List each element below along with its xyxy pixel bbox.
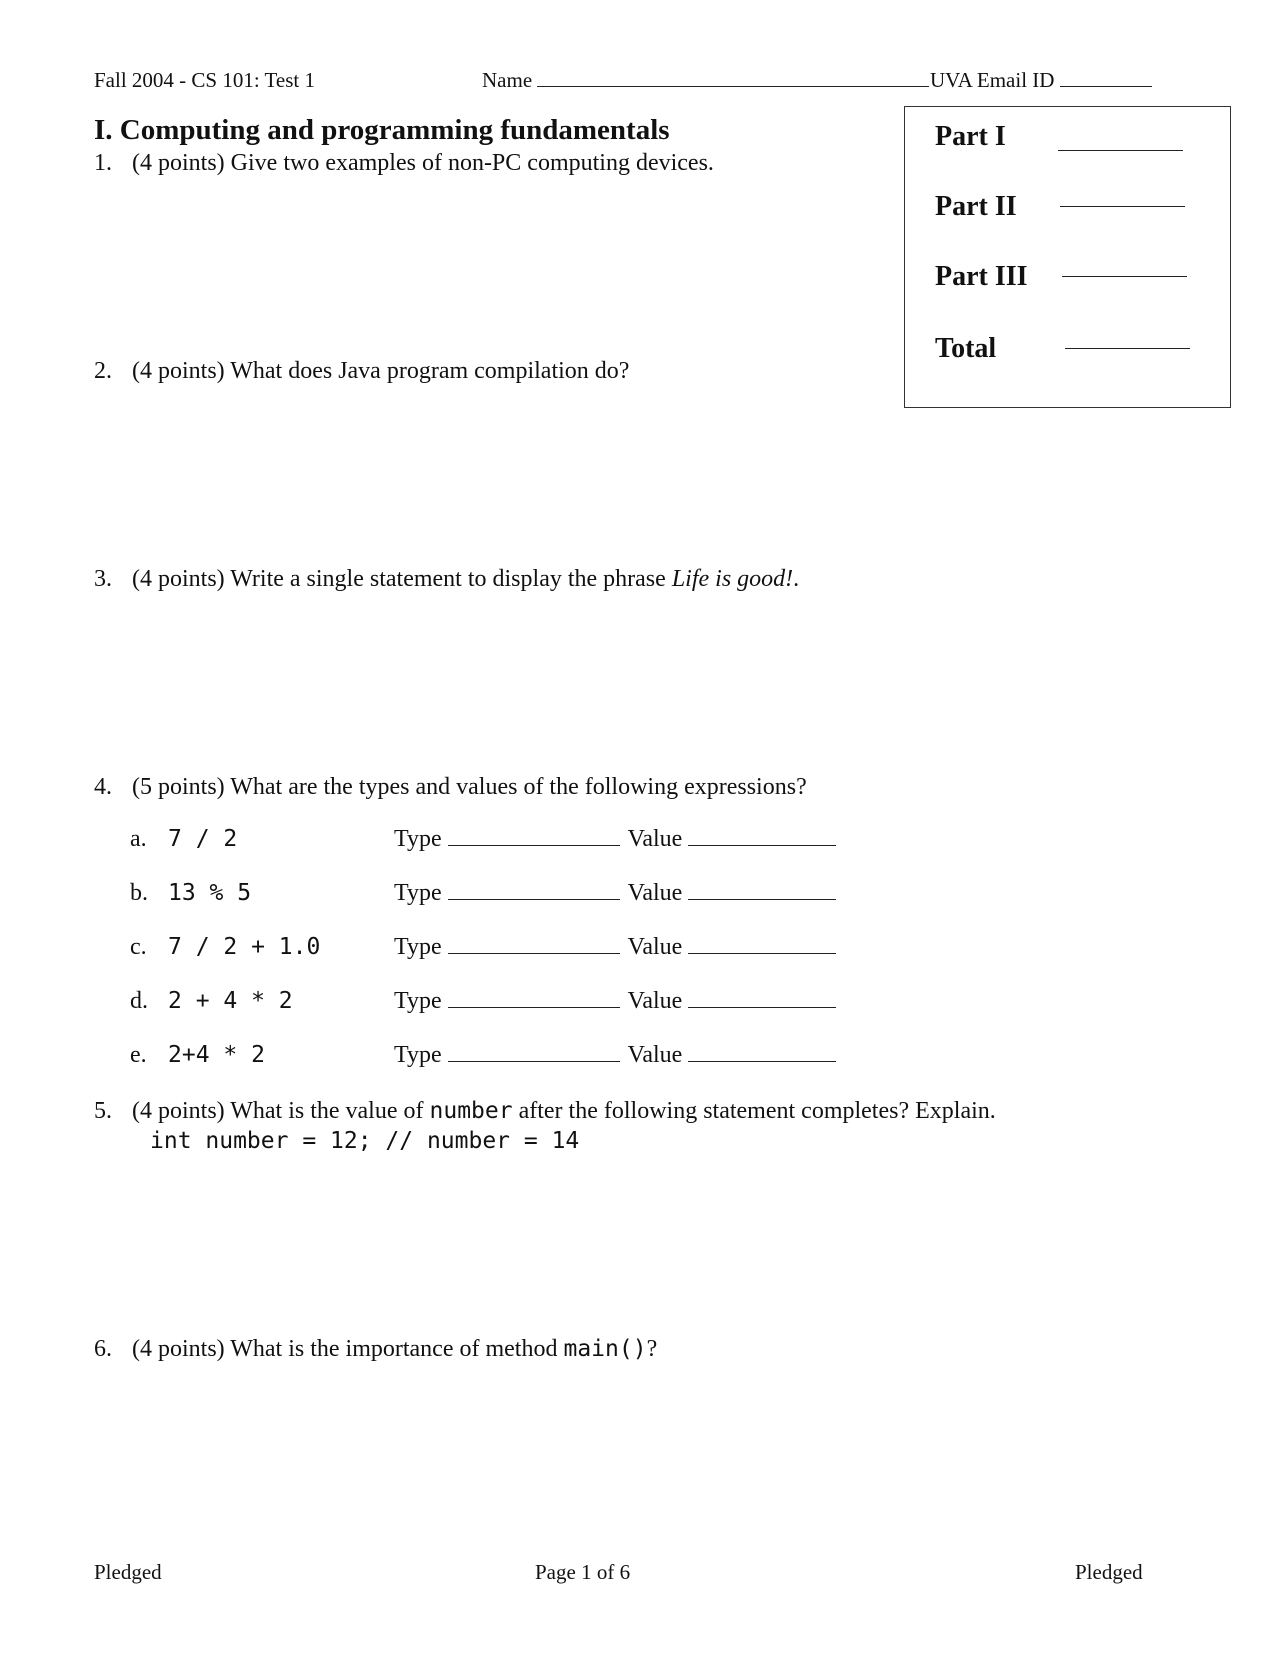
expression-row (130, 826, 836, 853)
type-blank[interactable] (448, 881, 620, 900)
question-text: (4 points) Give two examples of non-PC computing devices. (132, 150, 714, 176)
item-letter: d. (130, 988, 148, 1014)
item-letter: a. (130, 826, 147, 852)
value-label: Value (627, 934, 683, 960)
email-field[interactable] (930, 68, 1152, 93)
question-number: 5. (94, 1098, 112, 1124)
question-number: 1. (94, 150, 112, 176)
question-text: (4 points) What is the importance of method (132, 1336, 564, 1362)
type-blank[interactable] (448, 1043, 620, 1062)
email-label: UVA Email ID (930, 68, 1055, 92)
question-number: 6. (94, 1336, 112, 1362)
expression: 7 / 2 (168, 826, 238, 852)
value-blank[interactable] (688, 935, 836, 954)
expression-row (130, 934, 836, 961)
variable-name: number (429, 1098, 513, 1124)
value-label: Value (627, 826, 683, 852)
question-text-end: after the following statement completes? Explain. (512, 1098, 996, 1124)
item-letter: b. (130, 880, 148, 906)
footer-left-pledged: Pledged (94, 1560, 162, 1584)
expression: 2 + 4 * 2 (168, 988, 293, 1014)
expression-row (130, 988, 836, 1015)
type-label: Type (394, 880, 442, 906)
expression: 7 / 2 + 1.0 (168, 934, 321, 960)
question-text: (5 points) What are the types and values of the following expressions? (132, 774, 807, 800)
question-1 (94, 150, 714, 177)
question-text: (4 points) What does Java program compilation do? (132, 358, 630, 384)
score-row-part-iii: Part III (935, 261, 1028, 292)
type-label: Type (394, 826, 442, 852)
type-blank[interactable] (448, 935, 620, 954)
expression-row (130, 1042, 836, 1069)
type-label: Type (394, 934, 442, 960)
expression: 13 % 5 (168, 880, 252, 906)
question-2 (94, 358, 629, 385)
score-blank-part-i[interactable] (1058, 149, 1183, 151)
expression-row (130, 880, 836, 907)
question-number: 4. (94, 774, 112, 800)
name-blank[interactable] (537, 68, 929, 87)
score-box (904, 106, 1231, 408)
page-number: Page 1 of 6 (535, 1560, 631, 1584)
phrase: Life is good! (671, 566, 794, 592)
value-label: Value (627, 1042, 683, 1068)
value-blank[interactable] (688, 827, 836, 846)
name-field[interactable] (482, 68, 929, 93)
type-label: Type (394, 988, 442, 1014)
question-number: 3. (94, 566, 112, 592)
score-row-part-ii: Part II (935, 191, 1017, 222)
item-letter: e. (130, 1042, 147, 1068)
type-label: Type (394, 1042, 442, 1068)
question-text: (4 points) What is the value of (132, 1098, 430, 1124)
score-row-part-i: Part I (935, 121, 1006, 152)
question-text: (4 points) Write a single statement to display the phrase (132, 566, 672, 592)
method-name: main() (563, 1336, 647, 1362)
question-4 (94, 774, 807, 801)
value-label: Value (627, 988, 683, 1014)
email-blank[interactable] (1060, 68, 1152, 87)
value-blank[interactable] (688, 881, 836, 900)
type-blank[interactable] (448, 827, 620, 846)
type-blank[interactable] (448, 989, 620, 1008)
score-row-total: Total (935, 333, 997, 364)
question-3 (94, 566, 799, 593)
question-text-end: . (793, 566, 800, 592)
section-title: I. Computing and programming fundamentals (94, 114, 670, 146)
expression: 2+4 * 2 (168, 1042, 265, 1068)
value-blank[interactable] (688, 1043, 836, 1062)
item-letter: c. (130, 934, 147, 960)
name-label: Name (482, 68, 533, 92)
question-number: 2. (94, 358, 112, 384)
footer-right-pledged: Pledged (1075, 1560, 1143, 1584)
course-header: Fall 2004 - CS 101: Test 1 (94, 68, 315, 92)
value-blank[interactable] (688, 989, 836, 1008)
question-text-end: ? (646, 1336, 658, 1362)
question-5 (94, 1098, 996, 1125)
question-6 (94, 1336, 657, 1363)
value-label: Value (627, 880, 683, 906)
code-statement: int number = 12; // number = 14 (150, 1128, 580, 1154)
score-blank-part-ii[interactable] (1060, 205, 1185, 207)
score-blank-part-iii[interactable] (1062, 275, 1187, 277)
score-blank-total[interactable] (1065, 347, 1190, 349)
